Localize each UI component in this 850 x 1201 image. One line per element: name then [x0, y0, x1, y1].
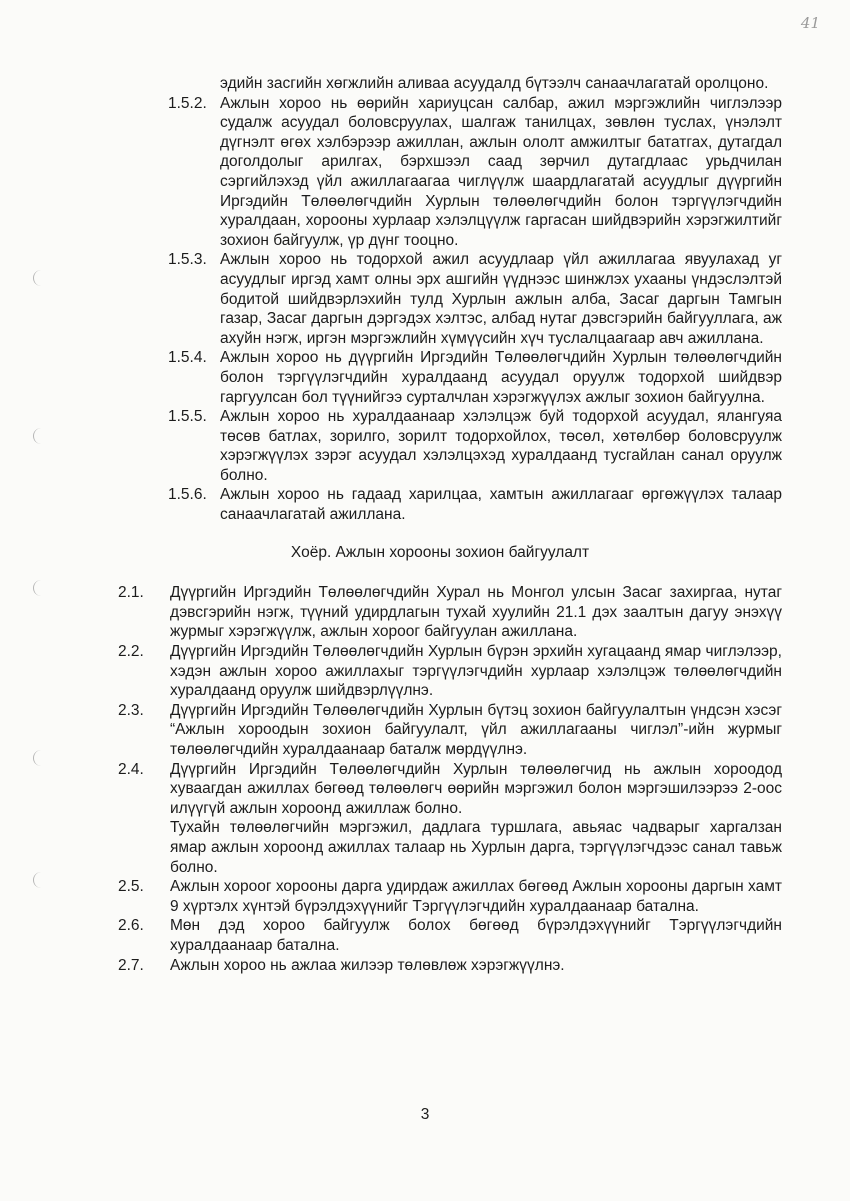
- item-text: Дүүргийн Иргэдийн Төлөөлөгчдийн Хурлын бүрэн эрхийн хугацаанд ямар чиглэлээр, хэдэн ажлын хороо ажиллахыг тэргүүлэгчдийн хурлаар хэлэлцэж төлөөлөгчдийн хуралдаанд оруулж шийдвэрлүүлнэ.: [170, 643, 782, 700]
- list-item: [0, 583, 850, 642]
- section1-list: [0, 94, 850, 525]
- item-text: Ажлын хороо нь дүүргийн Иргэдийн Төлөөлөгчдийн Хурлын төлөөлөгчдийн болон тэргүүлэгчдийн хуралдаанд асуудал оруулж тодорхой шийдвэр гаргуулсан бол түүнийгээ сурталчлан хэрэгжүүлэх ажлыг зохион байгуулна.: [220, 349, 782, 406]
- list-item: [0, 485, 850, 524]
- item-text: Дүүргийн Иргэдийн Төлөөлөгчдийн Хурлын төлөөлөгчид нь ажлын хороодод хуваагдан ажиллах бөгөөд төлөөлөгч өөрийн мэргэжил болон мэргэшилээрээ 2-оос илүүгүй ажлын хороонд ажиллаж болно.: [170, 760, 782, 817]
- item-number: 1.5.5.: [168, 408, 207, 426]
- list-item: [0, 250, 850, 348]
- item-text: Ажлын хороо нь хуралдаанаар хэлэлцэж буй тодорхой асуудал, ялангуяа төсөв батлах, зорилго, зорилт тодорхойлох, төсөл, хөтөлбөр боловсруулж хэрэгжүүлэх зэрэг асуудал хэлэлцэхэд хуралдаанд тусгайлан санал оруулж болно.: [220, 408, 782, 484]
- item-text: Ажлын хороо нь ажлаа жилээр төлөвлөж хэрэгжүүлнэ.: [170, 956, 565, 974]
- item-number: 2.7.: [118, 956, 144, 974]
- list-item: [0, 760, 850, 819]
- page-number: 3: [420, 1106, 430, 1123]
- item-number: 1.5.6.: [168, 486, 207, 504]
- section2-list: [0, 583, 850, 975]
- item-number: 2.1.: [118, 584, 144, 602]
- item-number: 2.4.: [118, 760, 144, 778]
- item-number: 2.3.: [118, 701, 144, 719]
- list-item: [0, 348, 850, 407]
- list-item: [0, 877, 850, 916]
- continuation-paragraph: эдийн засгийн хөгжлийн аливаа асуудалд бүтээлч санаачлагатай оролцоно.: [220, 75, 769, 92]
- item-number: 2.6.: [118, 917, 144, 935]
- item-number: 2.2.: [118, 643, 144, 661]
- item-text: Дүүргийн Иргэдийн Төлөөлөгчдийн Хурал нь Монгол улсын Засаг захиргаа, нутаг дэвсгэрийн нэгж, түүний удирдлагын тухай хуулийн 21.1 дэх заалтын дагуу энэхүү журмыг хэрэгжүүлж, ажлын хороог байгуулан ажиллана.: [170, 584, 782, 641]
- document-body: [0, 74, 850, 975]
- handwritten-page-number: 41: [800, 14, 820, 32]
- item-text: Ажлын хороо нь тодорхой ажил асуудлаар үйл ажиллагаа явуулахад уг асуудлыг иргэд хамт олны эрх ашгийн үүднээс шинжлэх ухааны үндэслэлтэй бодитой шийдвэрлэхийн тулд Хурлын ажлын алба, Засаг даргын Тамгын газар, Засаг даргын дэргэдэх хэлтэс, албад нутаг дэвсгэрийн байгууллага, аж ахуйн нэгж, иргэн мэргэжлийн хүмүүсийн хүч туслалцаагаар авч ажиллана.: [220, 251, 782, 347]
- item-text: Ажлын хороо нь гадаад харилцаа, хамтын ажиллагааг өргөжүүлэх талаар санаачлагатай ажиллана.: [220, 486, 782, 524]
- list-item: [0, 916, 850, 955]
- list-item: [0, 701, 850, 760]
- item-text: Дүүргийн Иргэдийн Төлөөлөгчдийн Хурлын бүтэц зохион байгуулалтын үндсэн хэсэг “Ажлын хороодын зохион байгуулалт, үйл ажиллагааны чиглэл”-ийн журмыг төлөөлөгчдийн хуралдаанаар баталж мөрдүүлнэ.: [170, 701, 782, 758]
- list-item: [0, 94, 850, 251]
- item-number: 1.5.4.: [168, 349, 207, 367]
- item-number: 2.5.: [118, 878, 144, 896]
- item-text: Ажлын хороо нь өөрийн хариуцсан салбар, ажил мэргэжлийн чиглэлээр судалж асуудал боловсруулах, шалгаж танилцах, зөвлөн туслах, үнэлэлт дүгнэлт өгөх хэлбэрээр ажиллан, ажлын ололт амжилтыг бататгах, дутагдал доголдолыг арилгах, бэрхшээл саад зөрчил дутагдлаас урьдчилан сэргийлэхэд үйл ажиллагаагаа чиглүүлж шаардлагатай асуудлыг дүүргийн Иргэдийн Төлөөлөгчдийн Хурлын төлөөлөгчдийн болон тэргүүлэгчдийн хуралдаан, хорооны хурлаар хэлэлцүүлж гаргасан шийдвэрийн хэрэгжилтийг зохион байгуулж, үр дүнг тооцно.: [220, 94, 782, 249]
- section-heading: Хоёр. Ажлын хорооны зохион байгуулалт: [290, 543, 590, 561]
- list-item: [0, 407, 850, 485]
- item-text: Ажлын хороог хорооны дарга удирдаж ажиллах бөгөөд Ажлын хорооны даргын хамт 9 хүртэлх хүнтэй бүрэлдэхүүнийг Тэргүүлэгчдийн хуралдаанаар батална.: [170, 878, 782, 915]
- list-item: [0, 956, 850, 976]
- list-item: [0, 642, 850, 701]
- item-text: Мөн дэд хороо байгуулж болох бөгөөд бүрэлдэхүүнийг Тэргүүлэгчдийн хуралдаанаар батална.: [170, 917, 782, 954]
- item-number: 1.5.3.: [168, 251, 207, 269]
- item-additional-paragraph: Тухайн төлөөлөгчийн мэргэжил, дадлага туршлага, авьяас чадварыг харгалзан ямар ажлын хороонд ажиллах талаар нь Хурлын дарга, тэргүүлэгчдээс санал тавьж болно.: [170, 819, 782, 876]
- item-number: 1.5.2.: [168, 94, 207, 112]
